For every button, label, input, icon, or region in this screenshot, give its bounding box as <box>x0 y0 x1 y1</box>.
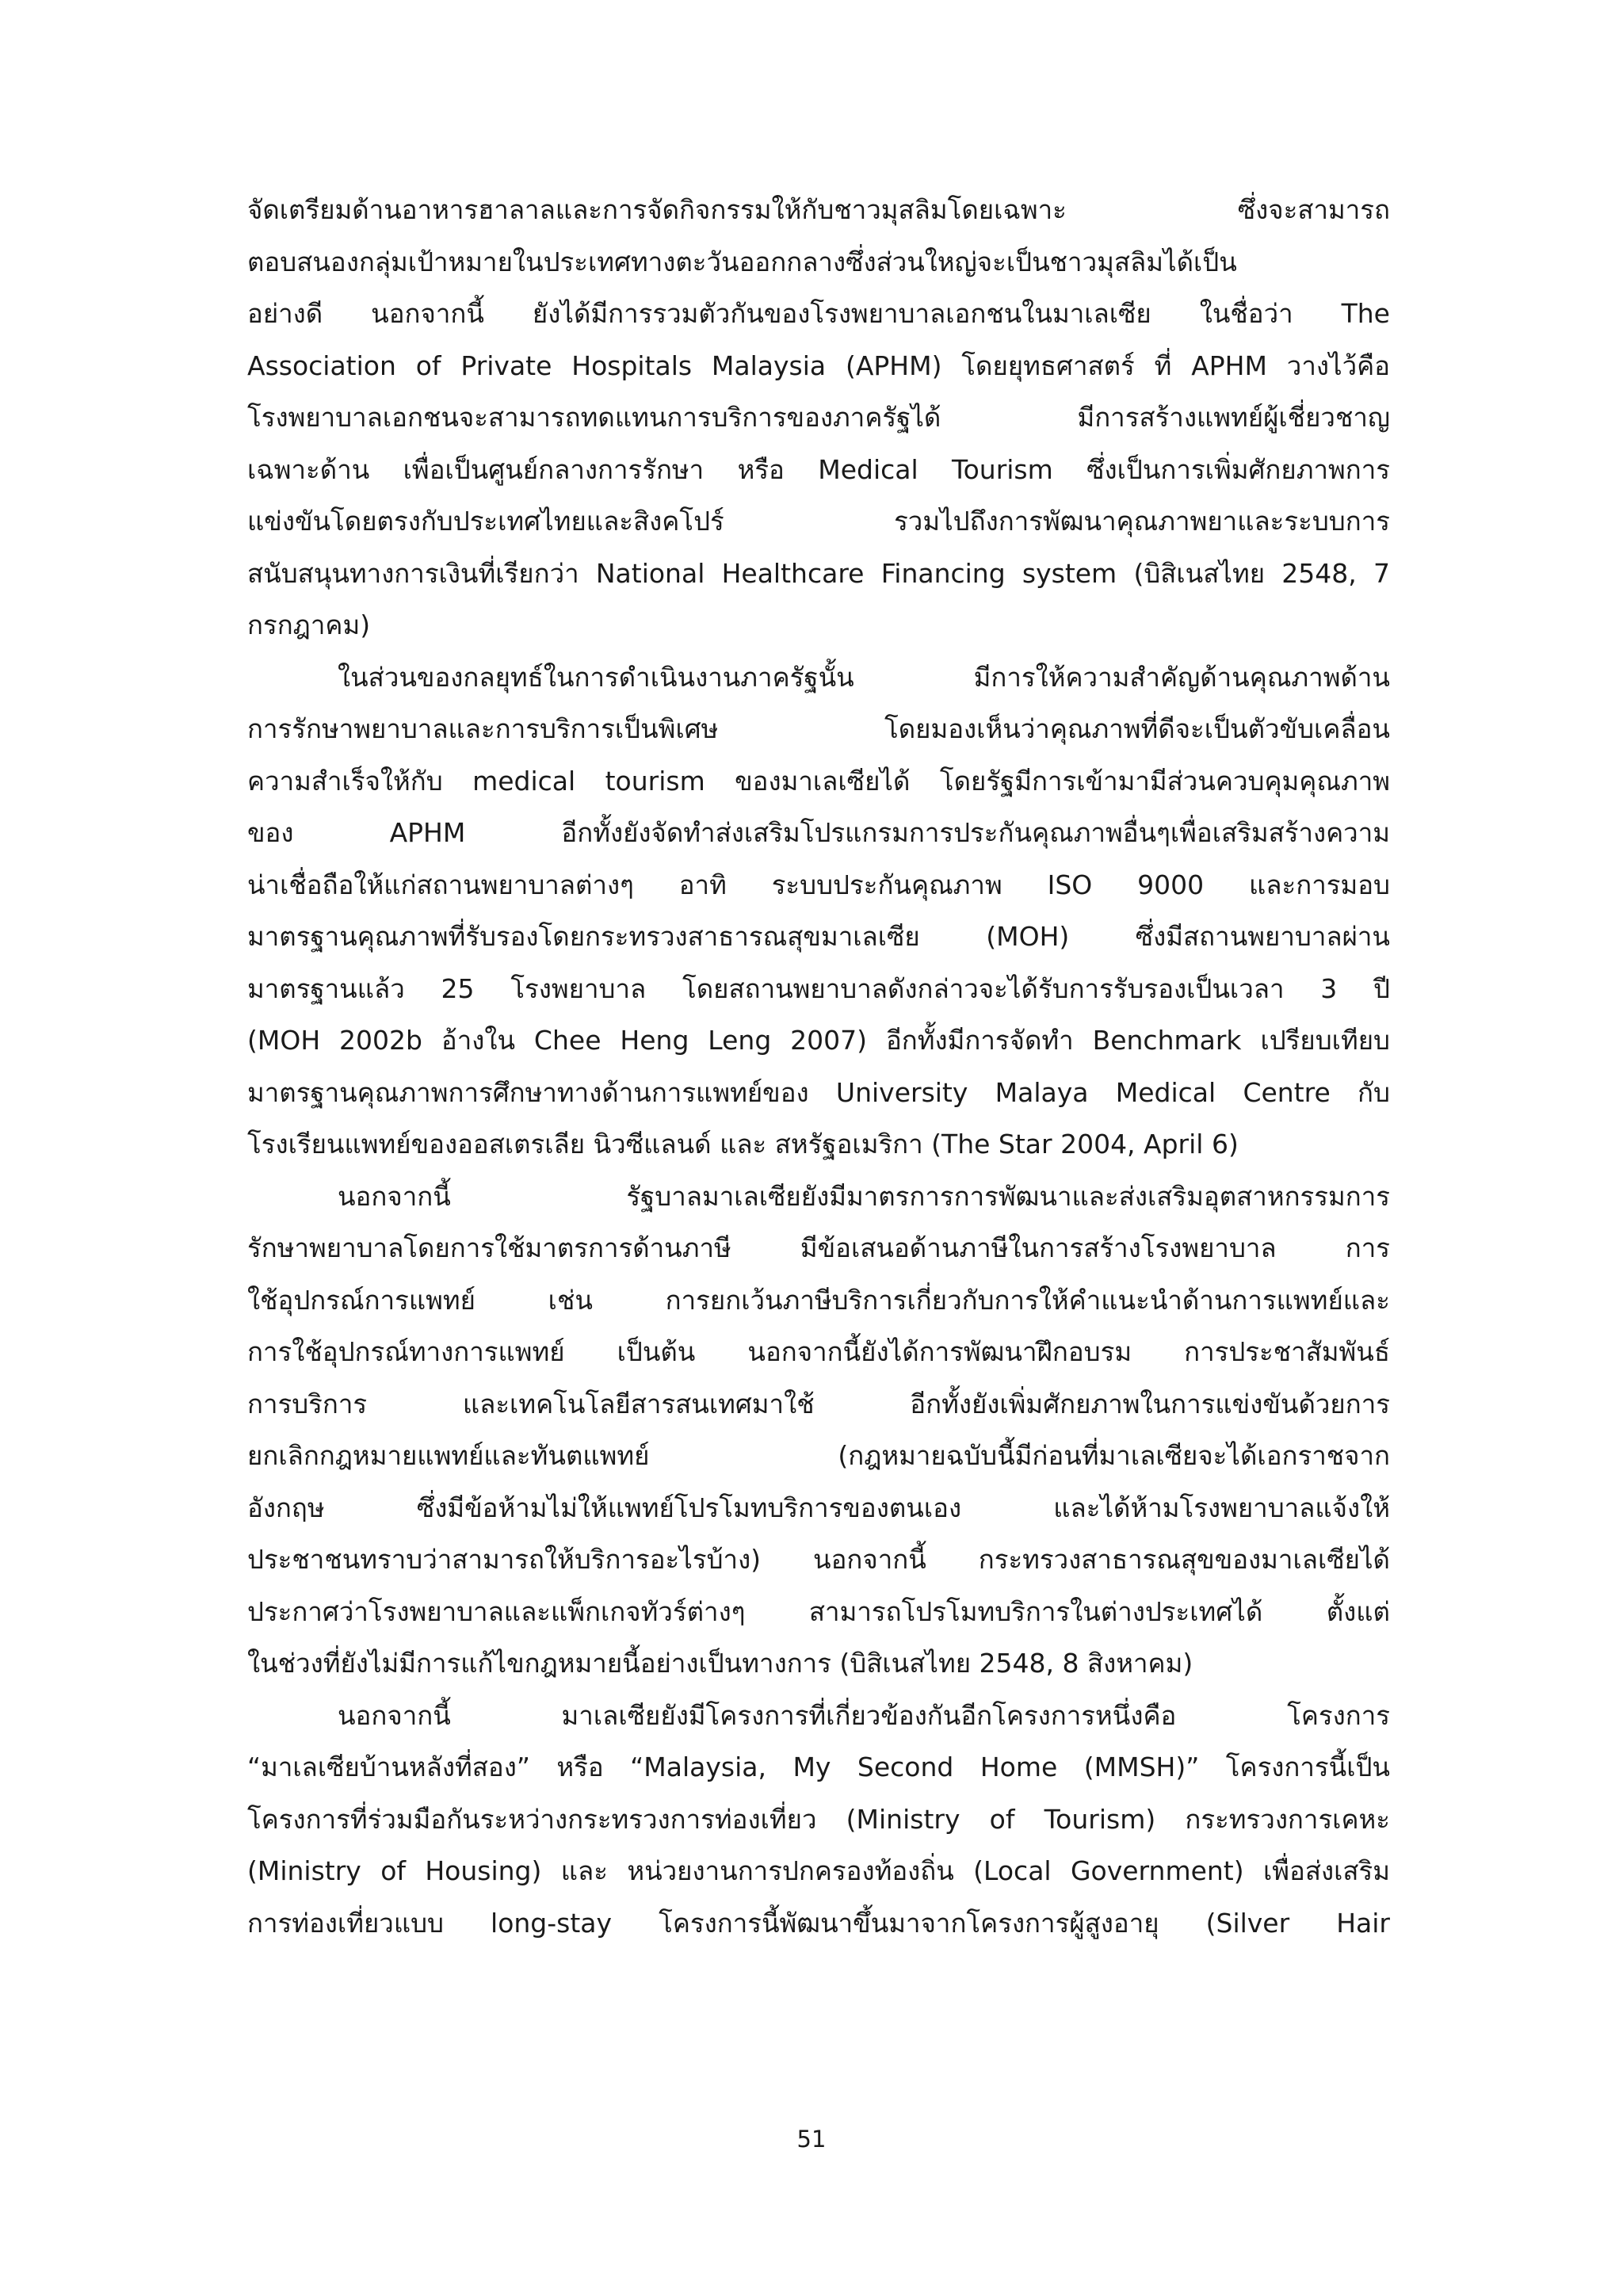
text-line: การบริการ และเทคโนโลยีสารสนเทศมาใช้ อีกทั้งยังเพิ่มศักยภาพในการแข่งขันด้วยการ <box>247 1388 1390 1419</box>
text-line: Association of Private Hospitals Malaysia (APHM) โดยยุทธศาสตร์ ที่ APHM วางไว้คือ <box>247 350 1390 381</box>
text-line: ตอบสนองกลุ่มเป้าหมายในประเทศทางตะวันออกกลางซึ่งส่วนใหญ่จะเป็นชาวมุสลิมได้เป็น <box>247 246 1237 277</box>
text-line: นอกจากนี้ รัฐบาลมาเลเซียยังมีมาตรการการพัฒนาและส่งเสริมอุตสาหกรรมการ <box>338 1180 1390 1212</box>
text-line: ในช่วงที่ยังไม่มีการแก้ไขกฎหมายนี้อย่างเป็นทางการ (บิสิเนสไทย 2548, 8 สิงหาคม) <box>247 1648 1193 1679</box>
text-line: จัดเตรียมด้านอาหารฮาลาลและการจัดกิจกรรมให้กับชาวมุสลิมโดยเฉพาะ ซึ่งจะสามารถ <box>247 194 1390 225</box>
body-text <box>247 184 1390 1949</box>
text-line: โครงการที่ร่วมมือกันระหว่างกระทรวงการท่องเที่ยว (Ministry of Tourism) กระทรวงการเคหะ <box>247 1803 1390 1835</box>
paragraph-4 <box>247 1690 1390 1950</box>
text-line: รักษาพยาบาลโดยการใช้มาตรการด้านภาษี มีข้อเสนอด้านภาษีในการสร้างโรงพยาบาล การ <box>247 1232 1390 1263</box>
text-line: ยกเลิกกฎหมายแพทย์และทันตแพทย์ (กฎหมายฉบับนี้มีก่อนที่มาเลเซียจะได้เอกราชจาก <box>247 1440 1390 1471</box>
text-line: สนับสนุนทางการเงินที่เรียกว่า National Healthcare Financing system (บิสิเนสไทย 2548, 7 <box>247 557 1390 589</box>
text-line: ประชาชนทราบว่าสามารถให้บริการอะไรบ้าง) นอกจากนี้ กระทรวงสาธารณสุขของมาเลเซียได้ <box>247 1544 1390 1575</box>
text-line: มาตรฐานคุณภาพที่รับรองโดยกระทรวงสาธารณสุขมาเลเซีย (MOH) ซึ่งมีสถานพยาบาลผ่าน <box>247 921 1390 952</box>
text-line: การท่องเที่ยวแบบ long-stay โครงการนี้พัฒนาขึ้นมาจากโครงการผู้สูงอายุ (Silver Hair <box>247 1907 1390 1939</box>
text-line: การรักษาพยาบาลและการบริการเป็นพิเศษ โดยมองเห็นว่าคุณภาพที่ดีจะเป็นตัวขับเคลื่อน <box>247 713 1390 744</box>
text-line: “มาเลเซียบ้านหลังที่สอง” หรือ “Malaysia, My Second Home (MMSH)” โครงการนี้เป็น <box>247 1752 1390 1782</box>
text-line: นอกจากนี้ มาเลเซียยังมีโครงการที่เกี่ยวข้องกันอีกโครงการหนึ่งคือ โครงการ <box>338 1699 1390 1731</box>
text-line: ความสำเร็จให้กับ medical tourism ของมาเลเซียได้ โดยรัฐมีการเข้ามามีส่วนควบคุมคุณภาพ <box>247 765 1390 797</box>
text-line: (MOH 2002b อ้างใน Chee Heng Leng 2007) อีกทั้งมีการจัดทำ Benchmark เปรียบเทียบ <box>247 1025 1390 1056</box>
text-line: โรงพยาบาลเอกชนจะสามารถทดแทนการบริการของภาครัฐได้ มีการสร้างแพทย์ผู้เชี่ยวชาญ <box>247 402 1390 433</box>
text-line: อังกฤษ ซึ่งมีข้อห้ามไม่ให้แพทย์โปรโมทบริการของตนเอง และได้ห้ามโรงพยาบาลแจ้งให้ <box>247 1492 1390 1523</box>
text-line: ของ APHM อีกทั้งยังจัดทำส่งเสริมโปรแกรมการประกันคุณภาพอื่นๆเพื่อเสริมสร้างความ <box>247 817 1390 848</box>
paragraph-1 <box>247 184 1390 651</box>
text-line: อย่างดี นอกจากนี้ ยังได้มีการรวมตัวกันของโรงพยาบาลเอกชนในมาเลเซีย ในชื่อว่า The <box>247 298 1390 329</box>
paragraph-3 <box>247 1171 1390 1690</box>
text-line: มาตรฐานแล้ว 25 โรงพยาบาล โดยสถานพยาบาลดังกล่าวจะได้รับการรับรองเป็นเวลา 3 ปี <box>247 972 1390 1004</box>
text-line: เฉพาะด้าน เพื่อเป็นศูนย์กลางการรักษา หรือ Medical Tourism ซึ่งเป็นการเพิ่มศักยภาพการ <box>247 453 1390 485</box>
text-line: ใช้อุปกรณ์การแพทย์ เช่น การยกเว้นภาษีบริการเกี่ยวกับการให้คำแนะนำด้านการแพทย์และ <box>247 1284 1390 1316</box>
text-line: โรงเรียนแพทย์ของออสเตรเลีย นิวซีแลนด์ และ สหรัฐอเมริกา (The Star 2004, April 6) <box>247 1129 1239 1159</box>
text-line: แข่งขันโดยตรงกับประเทศไทยและสิงคโปร์ รวมไปถึงการพัฒนาคุณภาพยาและระบบการ <box>247 506 1390 537</box>
paragraph-2 <box>247 651 1390 1171</box>
text-line: ประกาศว่าโรงพยาบาลและแพ็กเกจทัวร์ต่างๆ สามารถโปรโมทบริการในต่างประเทศได้ ตั้งแต่ <box>247 1595 1390 1627</box>
text-line: ในส่วนของกลยุทธ์ในการดำเนินงานภาครัฐนั้น มีการให้ความสำคัญด้านคุณภาพด้าน <box>338 661 1390 693</box>
page-number: 51 <box>796 2126 827 2153</box>
text-line: น่าเชื่อถือให้แก่สถานพยาบาลต่างๆ อาทิ ระบบประกันคุณภาพ ISO 9000 และการมอบ <box>247 869 1390 900</box>
text-line: กรกฎาคม) <box>247 609 371 640</box>
text-line: (Ministry of Housing) และ หน่วยงานการปกครองท้องถิ่น (Local Government) เพื่อส่งเสริม <box>247 1855 1390 1886</box>
text-line: มาตรฐานคุณภาพการศึกษาทางด้านการแพทย์ของ University Malaya Medical Centre กับ <box>247 1076 1390 1108</box>
text-line: การใช้อุปกรณ์ทางการแพทย์ เป็นต้น นอกจากนี้ยังได้การพัฒนาฝึกอบรม การประชาสัมพันธ์ <box>247 1336 1390 1367</box>
